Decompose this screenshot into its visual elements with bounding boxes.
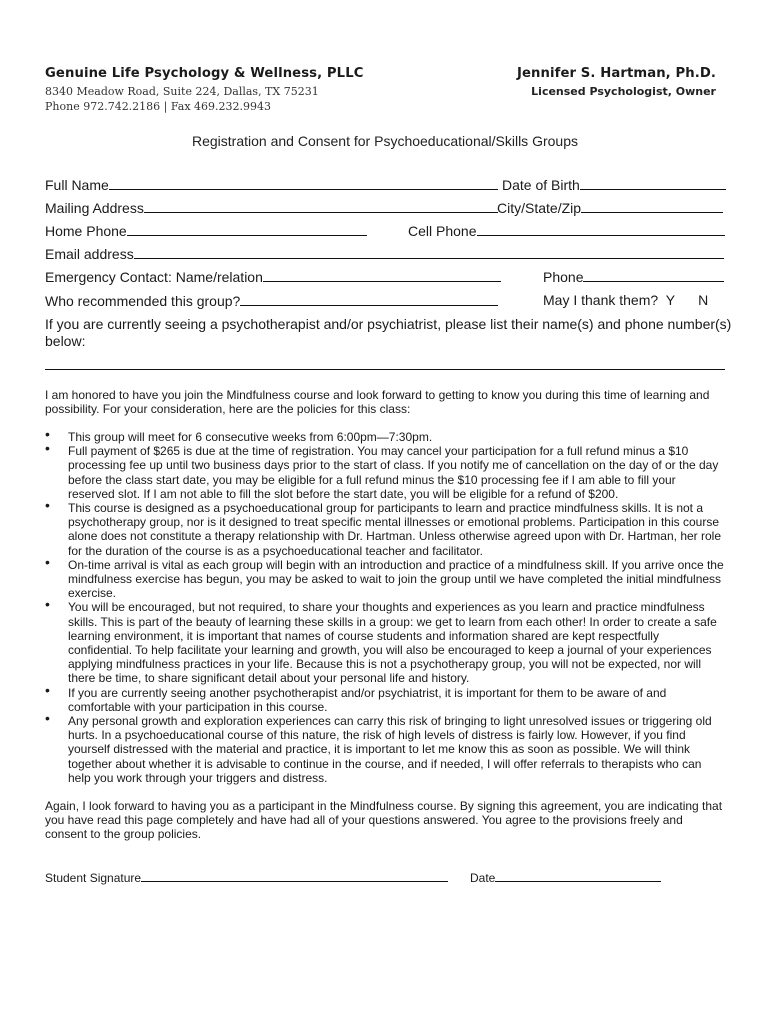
organization-name: Genuine Life Psychology & Wellness, PLLC [45,66,364,81]
organization-address: 8340 Meadow Road, Suite 224, Dallas, TX 75231 [45,85,319,98]
home-phone-field[interactable] [127,222,367,236]
intro-paragraph: I am honored to have you join the Mindfulness course and look forward to getting to know you during this time of learning and possibility. For your consideration, here are the policies for this class: [45,388,710,417]
student-signature-field[interactable] [141,870,448,882]
mailing-address-field[interactable] [144,199,498,213]
mailing-address-label: Mailing Address [45,200,144,216]
mailing-address-row [45,199,498,217]
email-field[interactable] [134,245,724,259]
list-item: • This group will meet for 6 consecutive weeks from 6:00pm—7:30pm. [45,426,433,444]
date-field[interactable] [495,870,661,882]
doctor-title: Licensed Psychologist, Owner [531,85,716,98]
emergency-contact-label: Emergency Contact: Name/relation [45,269,263,285]
bullet-icon: • [45,553,50,570]
recommended-field[interactable] [240,292,498,306]
emergency-contact-row [45,268,501,286]
thank-label[interactable]: May I thank them? Y N [543,292,709,308]
list-item: • Full payment of $265 is due at the time of registration. You may cancel your participation for a full refund minus a $10 processing fee up until two business days prior to the start of class. If you notify me of cancellation on the day of or the day before the class start date, you may be eligible for a full refund minus the $10 processing fee if I am able to fill your reserved slot. If I am not able to fill the slot before the start date, you will be eligible for a refund of $200. [45,440,719,501]
list-item: • Any personal growth and exploration experiences can carry this risk of bringing to light unresolved issues or triggering old hurts. In a psychoeducational course of this nature, the risk of high levels of distress is fairly low. However, if you find yourself distressed with the material and practice, it is important to let me know this as soon as possible. We will think together about whether it is advisable to continue in the course, and if needed, I will offer referrals to therapists who can help you work through your triggers and distress. [45,710,712,785]
city-state-zip-label: City/State/Zip [497,200,582,216]
email-label: Email address [45,246,134,262]
thank-row [543,292,708,309]
emergency-phone-row [543,268,724,286]
list-item: • You will be encouraged, but not required, to share your thoughts and experiences as you learn and practice mindfulness skills. This is part of the beauty of learning these skills in a group: we get to learn from each other! In order to create a safe learning environment, it is important that names of course students and information shared are kept respectfully confidential. To help facilitate your learning and growth, you will also be encouraged to keep a journal of your experiences applying mindfulness practices in your life. Because this is not a psychotherapy group, you will not be expected, nor will there be time, to share significant detail about your personal life and history. [45,596,717,686]
date-label: Date [470,871,496,885]
full-name-field[interactable] [109,176,498,190]
date-row [470,870,661,885]
recommended-label: Who recommended this group? [45,293,241,309]
policy-list [45,426,725,785]
doctor-name: Jennifer S. Hartman, Ph.D. [516,66,716,81]
list-item: • This course is designed as a psychoeducational group for participants to learn and practice mindfulness skills. It is not a psychotherapy group, nor is it designed to treat specific mental illnesses or emotional problems. Participation in this course alone does not constitute a therapy relationship with Dr. Hartman. Unless otherwise agreed upon with Dr. Hartman, her role for the duration of the course is as a psychoeducational teacher and facilitator. [45,497,722,558]
city-state-zip-field[interactable] [581,199,723,213]
therapist-answer-field[interactable] [45,369,725,370]
full-name-label: Full Name [45,177,109,193]
bullet-icon: • [45,497,50,514]
home-phone-label: Home Phone [45,223,127,239]
list-item: • On-time arrival is vital as each group will begin with an introduction and practice of a mindfulness skill. If you arrive once the mindfulness exercise has begun, you may be asked to wait to join the group until we have completed the initial mindfulness exercise. [45,553,724,601]
cell-phone-label: Cell Phone [408,223,477,239]
organization-contact: Phone 972.742.2186 | Fax 469.232.9943 [45,100,271,113]
list-item: • If you are currently seeing another psychotherapist and/or psychiatrist, it is important for them to be aware of and comfortable with your participation in this course. [45,681,667,714]
form-title: Registration and Consent for Psychoeducational/Skills Groups [192,133,578,149]
emergency-phone-label: Phone [543,269,584,285]
emergency-phone-field[interactable] [583,268,724,282]
dob-row [502,176,726,194]
bullet-icon: • [45,710,50,727]
city-state-zip-row [497,199,723,217]
bullet-icon: • [45,426,50,442]
home-phone-row [45,222,367,240]
cell-phone-row [408,222,725,240]
closing-paragraph: Again, I look forward to having you as a participant in the Mindfulness course. By signing this agreement, you are indicating that you have read this page completely and have had all of your questions answered. You agree to the provisions freely and consent to the group policies. [45,799,723,842]
signature-row [45,870,448,885]
dob-field[interactable] [580,176,726,190]
letterhead-left [45,66,363,113]
email-row [45,245,724,263]
student-signature-label: Student Signature [45,871,142,885]
recommended-row [45,292,498,310]
bullet-icon: • [45,681,50,698]
bullet-icon: • [45,440,50,457]
cell-phone-field[interactable] [477,222,725,236]
full-name-row [45,176,498,194]
letterhead-right [517,66,716,98]
bullet-icon: • [45,596,50,613]
dob-label: Date of Birth [502,177,580,193]
emergency-contact-field[interactable] [263,268,501,282]
therapist-question: If you are currently seeing a psychotherapist and/or psychiatrist, please list their name(s) and phone number(s) below: [45,316,732,349]
